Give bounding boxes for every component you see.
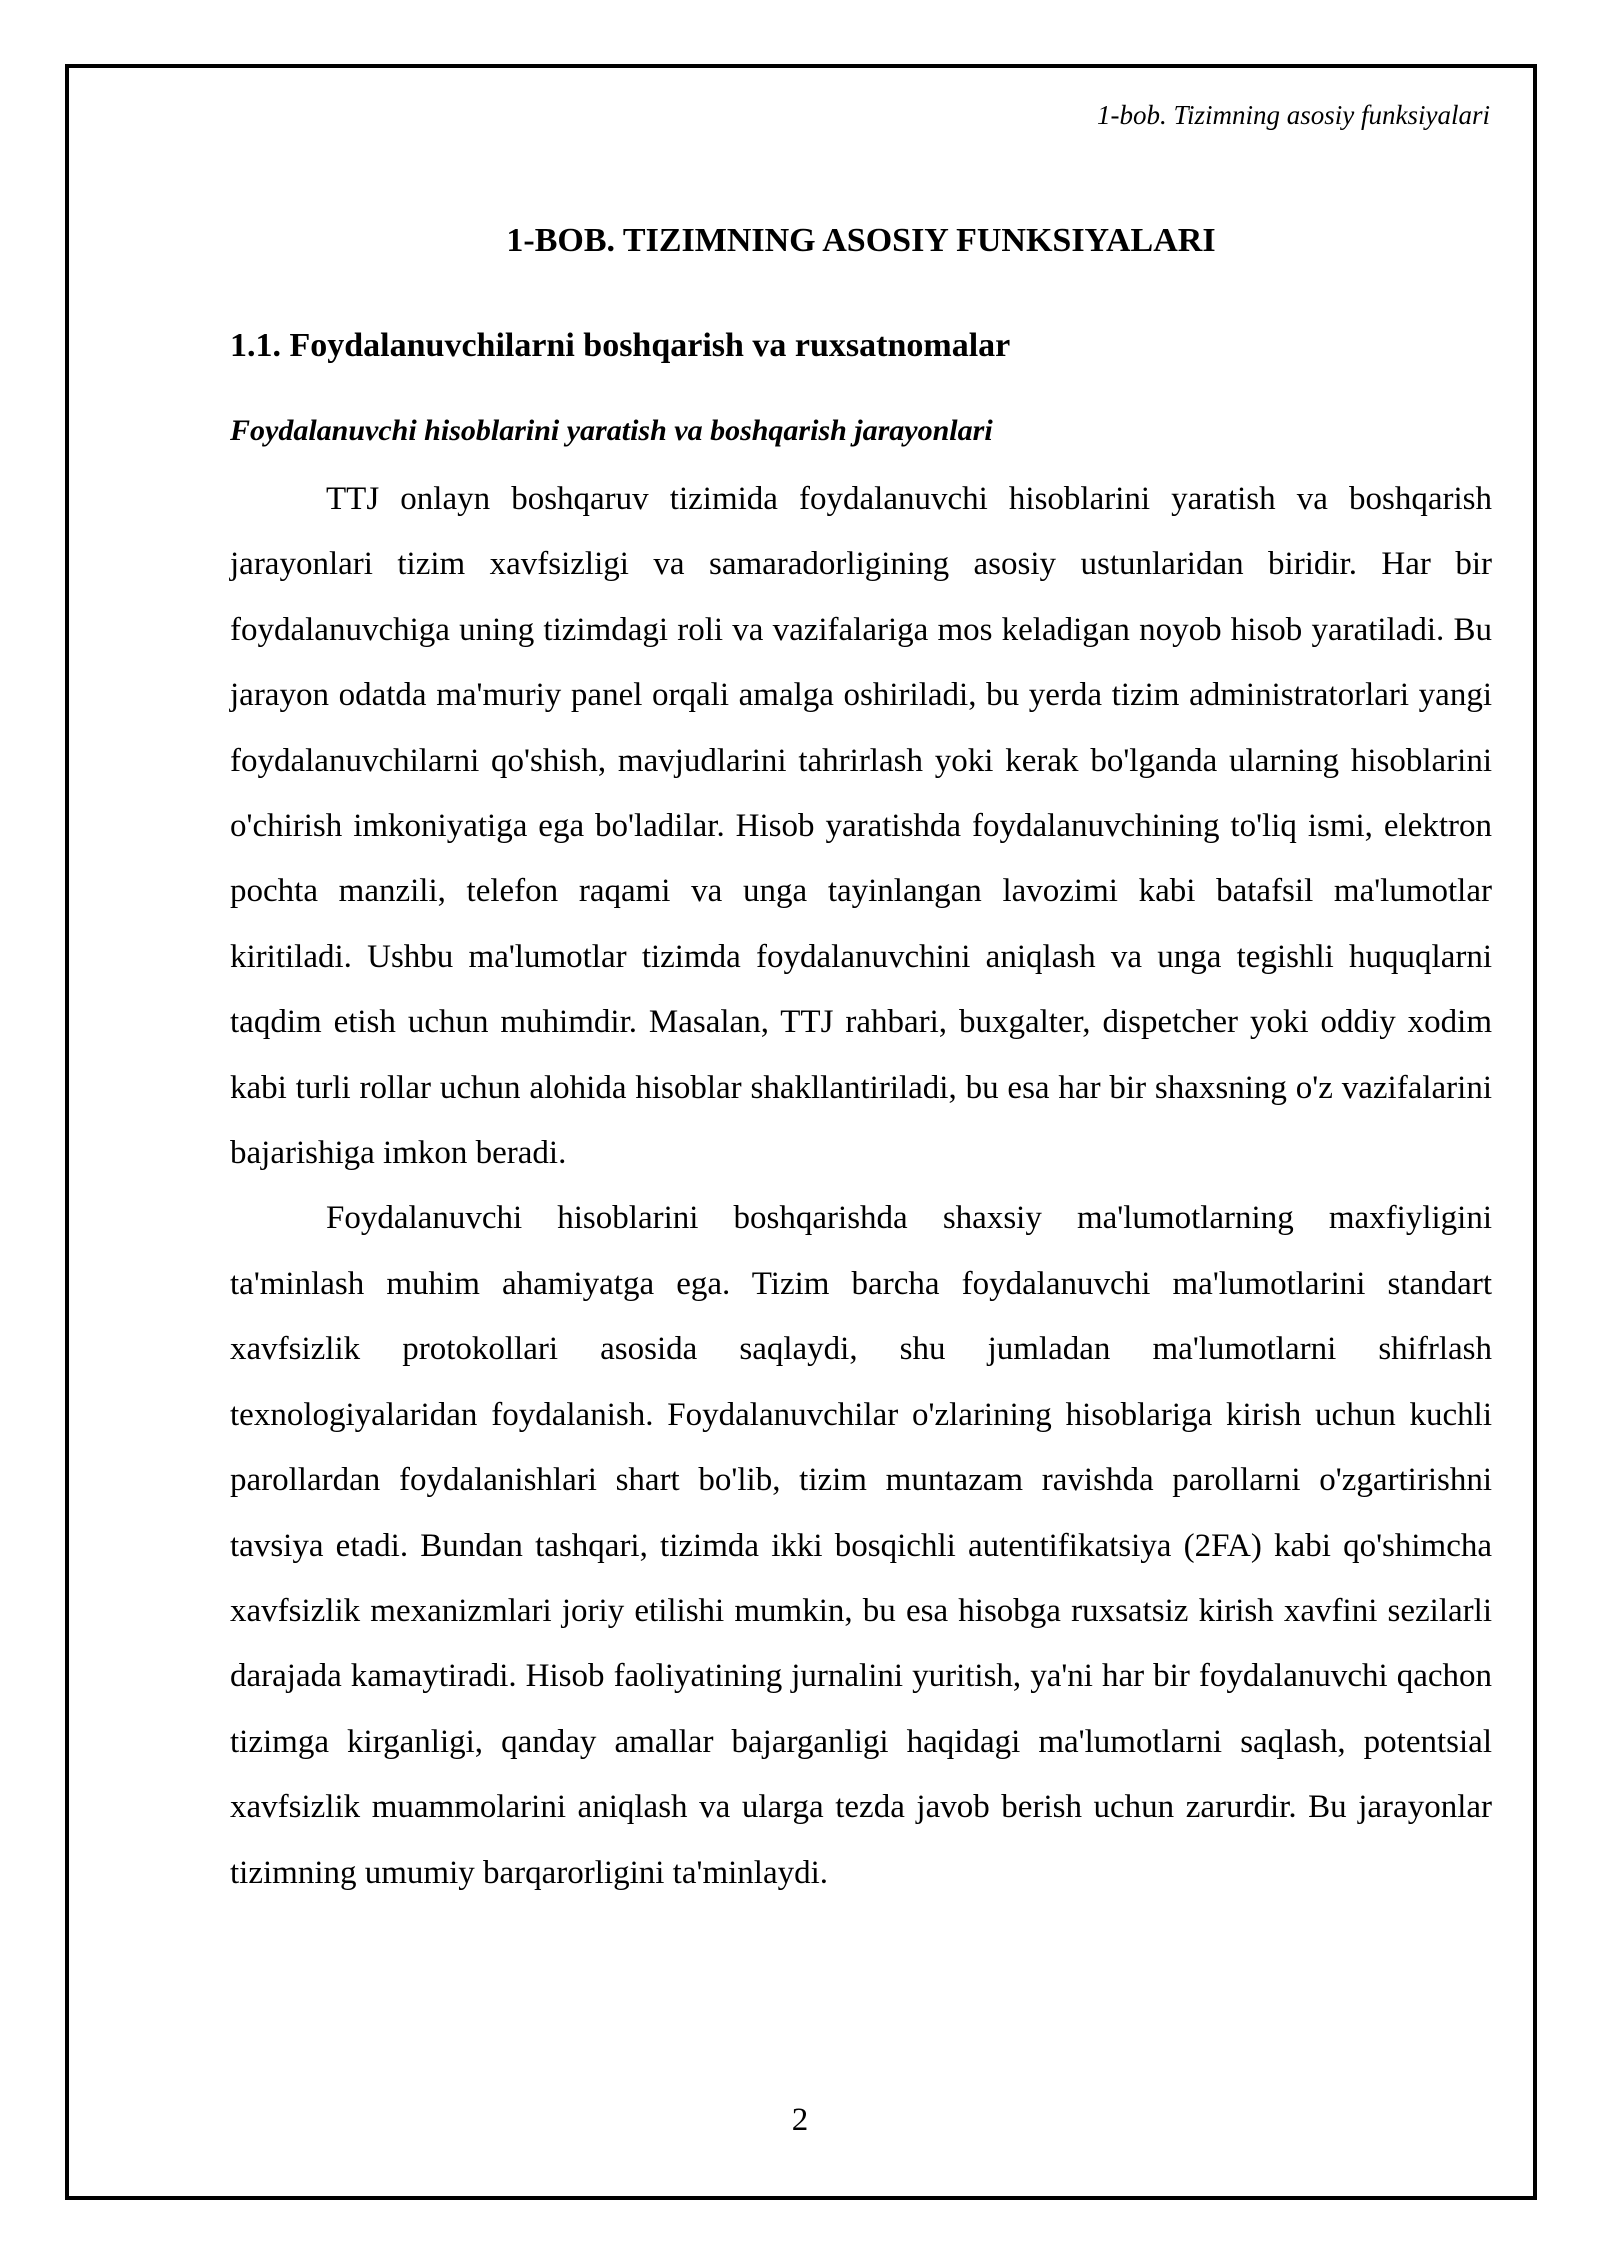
page-content [230,215,1492,1906]
page-number: 2 [791,2102,809,2138]
body-paragraph: TTJ onlayn boshqaruv tizimida foydalanuvchi hisoblarini yaratish va boshqarish jarayonlari tizim xavfsizligi va samaradorligining asosiy ustunlaridan biridir. Har bir foydalanuvchiga uning tizimdagi roli va vazifalariga mos keladigan noyob hisob yaratiladi. Bu jarayon odatda ma'muriy panel orqali amalga oshiriladi, bu yerda tizim administratorlari yangi foydalanuvchilarni qo'shish, mavjudlarini tahrirlash yoki kerak bo'lganda ularning hisoblarini o'chirish imkoniyatiga ega bo'ladilar. Hisob yaratishda foydalanuvchining to'liq ismi, elektron pochta manzili, telefon raqami va unga tayinlangan lavozimi kabi batafsil ma'lumotlar kiritiladi. Ushbu ma'lumotlar tizimda foydalanuvchini aniqlash va unga tegishli huquqlarni taqdim etish uchun muhimdir. Masalan, TTJ rahbari, buxgalter, dispetcher yoki oddiy xodim kabi turli rollar uchun alohida hisoblar shakllantiriladi, bu esa har bir shaxsning o'z vazifalarini bajarishiga imkon beradi. [230,481,1492,1172]
subsection-title: Foydalanuvchi hisoblarini yaratish va boshqarish jarayonlari [230,414,993,447]
chapter-title: 1-BOB. TIZIMNING ASOSIY FUNKSIYALARI [506,222,1216,259]
body-paragraph: Foydalanuvchi hisoblarini boshqarishda shaxsiy ma'lumotlarning maxfiyligini ta'minlash muhim ahamiyatga ega. Tizim barcha foydalanuvchi ma'lumotlarini standart xavfsizlik protokollari asosida saqlaydi, shu jumladan ma'lumotlarni shifrlash texnologiyalaridan foydalanish. Foydalanuvchilar o'zlarining hisoblariga kirish uchun kuchli parollardan foydalanishlari shart bo'lib, tizim muntazam ravishda parollarni o'zgartirishni tavsiya etadi. Bundan tashqari, tizimda ikki bosqichli autentifikatsiya (2FA) kabi qo'shimcha xavfsizlik mexanizmlari joriy etilishi mumkin, bu esa hisobga ruxsatsiz kirish xavfini sezilarli darajada kamaytiradi. Hisob faoliyatining jurnalini yuritish, ya'ni har bir foydalanuvchi qachon tizimga kirganligi, qanday amallar bajarganligi haqidagi ma'lumotlarni saqlash, potentsial xavfsizlik muammolarini aniqlash va ularga tezda javob berish uchun zarurdir. Bu jarayonlar tizimning umumiy barqarorligini ta'minlaydi. [230,1200,1492,1891]
section-title: 1.1. Foydalanuvchilarni boshqarish va ruxsatnomalar [230,327,1011,364]
running-header: 1-bob. Tizimning asosiy funksiyalari [1096,100,1490,130]
